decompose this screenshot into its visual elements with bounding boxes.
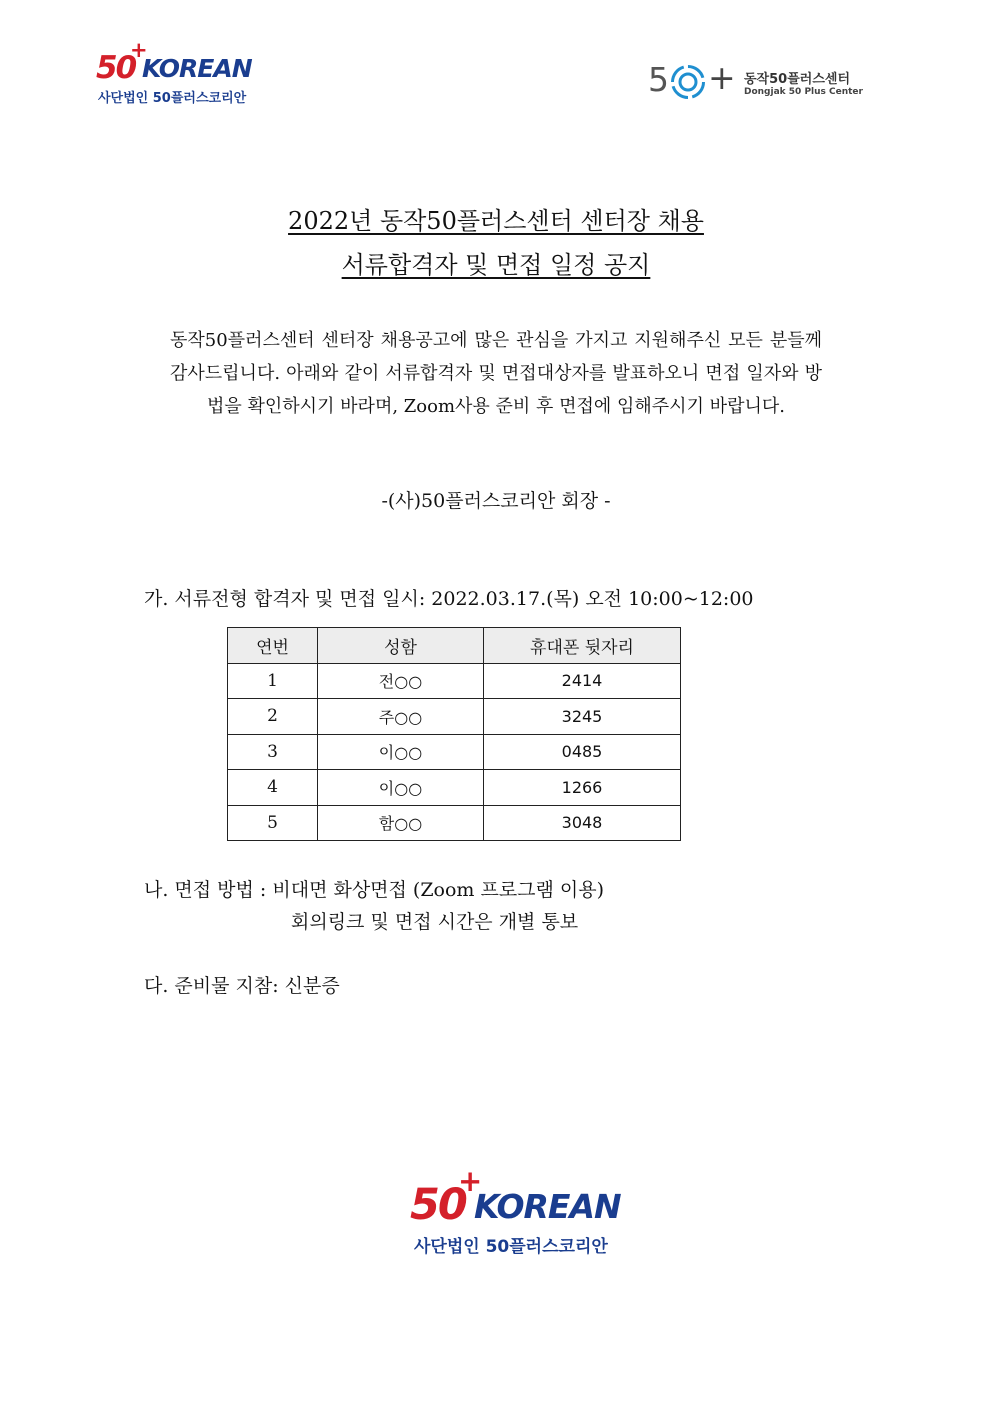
notice-title-line2 [0,245,992,280]
cell-number: 3 [228,734,318,770]
table-header-row [228,628,681,664]
section-b-line1: 나. 면접 방법 : 비대면 화상면접 (Zoom 프로그램 이용) [144,879,605,901]
logo-word: KOREAN [142,54,252,83]
cell-name: 전○○ [318,663,484,699]
table-row [228,699,681,735]
cell-number: 4 [228,770,318,806]
signature: -(사)50플러스코리안 회장 - [381,490,611,512]
cell-name: 함○○ [318,805,484,841]
center-logo-plus: + [708,58,736,97]
footer-logo-plus: + [458,1164,483,1198]
intro-paragraph [170,324,822,423]
cell-phone: 1266 [484,770,681,806]
table-row [228,805,681,841]
cell-phone: 3048 [484,805,681,841]
table-row [228,663,681,699]
header-left-logo [96,38,256,106]
center-name-en: Dongjak 50 Plus Center [744,87,863,97]
header-phone: 휴대폰 뒷자리 [484,628,681,664]
cell-number: 2 [228,699,318,735]
section-a-heading: 가. 서류전형 합격자 및 면접 일시: 2022.03.17.(목) 오전 10:00~12:00 [144,588,754,610]
title-line2-text: 서류합격자 및 면접 일정 공지 [341,251,651,279]
logo-number: 50 [96,50,136,86]
cell-phone: 0485 [484,734,681,770]
candidate-table [227,627,681,841]
cell-phone: 2414 [484,663,681,699]
notice-title-line1 [0,201,992,236]
footer-logo-number: 50 [410,1180,466,1230]
header-name: 성함 [318,628,484,664]
logo-subtitle: 사단법인 50플러스코리안 [98,91,247,106]
header-right-logo [648,60,878,110]
intro-text: 동작50플러스센터 센터장 채용공고에 많은 관심을 가지고 지원해주신 모든 분들께 감사드립니다. 아래와 같이 서류합격자 및 면접대상자를 발표하오니 면접 일자와 방법을 확인하시기 바라며, Zoom사용 준비 후 면접에 임해주시기 바랍니다. [170,330,822,417]
footer-logo-word: KOREAN [474,1187,621,1226]
table-row [228,770,681,806]
cell-number: 1 [228,663,318,699]
center-logo-five: 5 [648,60,669,99]
section-c-line1: 다. 준비물 지참: 신분증 [144,975,340,997]
footer-logo-subtitle: 사단법인 50플러스코리안 [414,1237,608,1257]
section-b-line2: 회의링크 및 면접 시간은 개별 통보 [291,911,579,933]
center-name-ko: 동작50플러스센터 [744,72,850,87]
cell-phone: 3245 [484,699,681,735]
table-row [228,734,681,770]
logo-plus: + [130,38,148,62]
title-line1-text: 2022년 동작50플러스센터 센터장 채용 [288,207,704,235]
cell-name: 이○○ [318,734,484,770]
cell-number: 5 [228,805,318,841]
cell-name: 이○○ [318,770,484,806]
cell-name: 주○○ [318,699,484,735]
footer-logo [410,1164,621,1257]
target-ring-icon [670,64,706,100]
header-number: 연번 [228,628,318,664]
